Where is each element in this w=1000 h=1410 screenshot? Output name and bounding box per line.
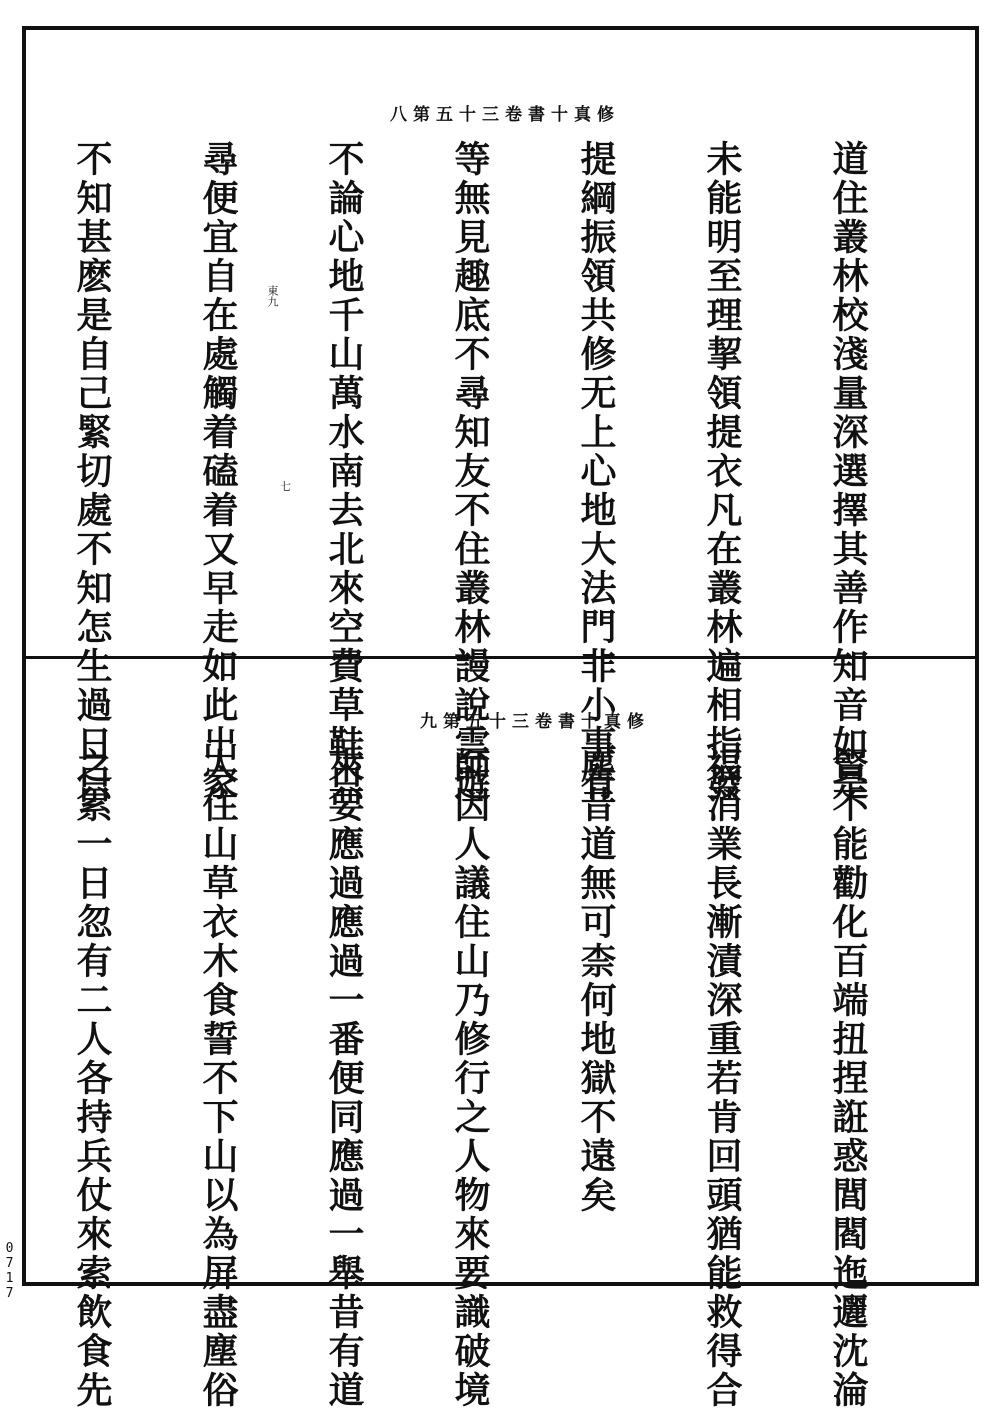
text-column: 不論心地千山萬水南去北來空費草鞋只 [323,140,365,803]
text-column: 人住山草衣木食誓不下山以為屏盡塵俗 [197,747,239,1410]
text-column: 福消業長漸漬深重若肯回頭猶能救得合 [701,747,743,1410]
page-number: 0717 [2,1241,17,1301]
text-column: 提綱振領共修无上心地大法門非小事有 [575,140,617,803]
text-column: 塵昔道無可柰何地獄不遠矣 [575,747,617,1215]
marginal-note: 東九 [266,285,279,307]
text-column: 賢不能勸化百端扭捏誑惑閭閻迤邐沈淪 [827,747,869,1410]
text-column: 來要應過應過一番便同應過一舉昔有道 [323,747,365,1410]
lower-page-header: 修真十書卷三十五第九 [420,712,650,732]
upper-page-header: 修真十書卷三十五第八 [390,105,620,125]
lower-page [26,659,975,1410]
text-column: 未能明至理挈領提衣凡在叢林遍相指發 [701,140,743,803]
text-column: 道住叢林校淺量深選擇其善作知音如是 [827,140,869,803]
text-column: 之累一日忽有二人各持兵仗來索飲食先 [71,747,113,1410]
text-column: 不知甚麽是自己緊切處不知怎生過日只 [71,140,113,803]
text-column: 尋便宜自在處觸着磕着又早走如此出家 [197,140,239,803]
marginal-note: 七 [280,480,291,493]
text-column: 等無見趣底不尋知友不住叢林謾說雲遊 [449,140,491,803]
text-column: 師因人議住山乃修行之人物來要識破境 [449,747,491,1410]
